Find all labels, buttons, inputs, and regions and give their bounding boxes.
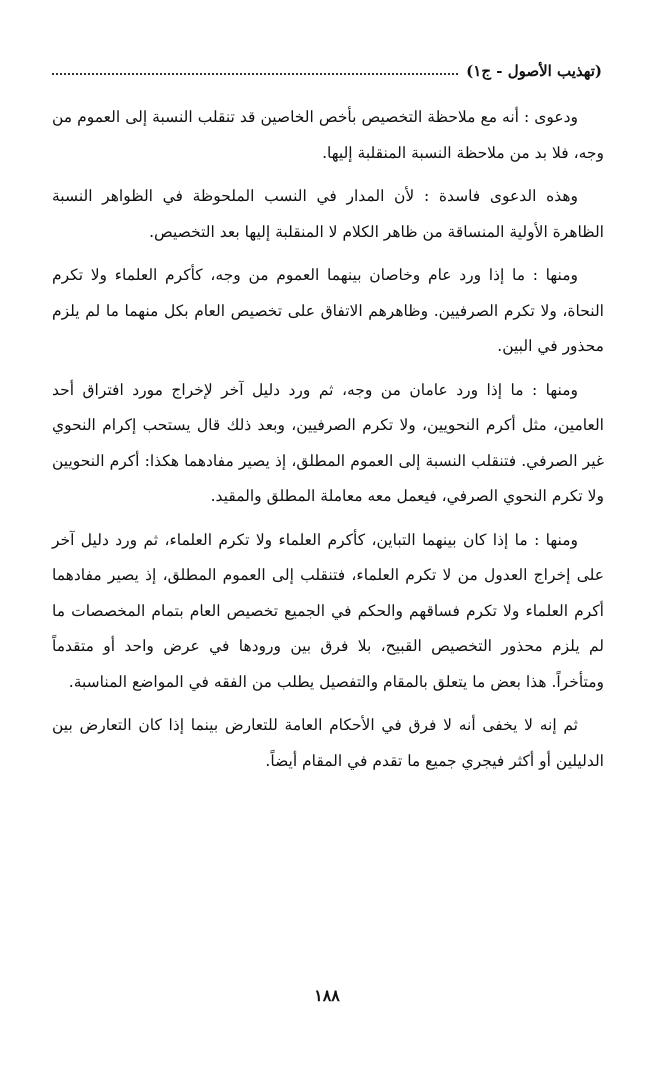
paragraph: ودعوى : أنه مع ملاحظة التخصيص بأخص الخاصين قد تنقلب النسبة إلى العموم من وجه، فلا بد من ملاحظة النسبة المنقلبة إليها. (52, 108, 604, 162)
page-number: ١٨٨ (314, 986, 340, 1005)
paragraph-gap (52, 700, 604, 708)
body-text (52, 100, 604, 779)
paragraph: ثم إنه لا يخفى أنه لا فرق في الأحكام العامة للتعارض بينما إذا كان التعارض بين الدليلين أو أكثر فيجري جميع ما تقدم في المقام أيضاً. (52, 716, 604, 770)
paragraph: ومنها : ما إذا كان بينهما التباين، كأكرم العلماء ولا تكرم العلماء، ثم ورد دليل آخر على إخراج العدول من لا تكرم العلماء، فتنقلب إلى العموم المطلق، إذ يصير مفادهما أكرم العلماء ولا تكرم فساقهم والحكم في الجميع تخصيص العام بتمام المخصصات ما لم يلزم محذور التخصيص القبيح، بلا فرق بين ورودها في عرض واحد أو متقدماً ومتأخراً. هذا بعض ما يتعلق بالمقام والتفصيل يطلب من الفقه في المواضع المناسبة. (52, 530, 604, 691)
paragraph-gap (52, 171, 604, 179)
paragraph: ومنها : ما إذا ورد عام وخاصان بينهما العموم من وجه، كأكرم العلماء ولا تكرم النحاة، ولا تكرم الصرفيين. وظاهرهم الاتفاق على تخصيص العام بكل منهما ما لم يلزم محذور في البين. (52, 266, 604, 355)
paragraph: ومنها : ما إذا ورد عامان من وجه، ثم ورد دليل آخر لإخراج مورد افتراق أحد العامين، مثل أكرم النحويين، ولا تكرم الصرفيين، وبعد ذلك قال يستحب إكرام النحوي غير الصرفي. فتنقلب النسبة إلى العموم المطلق، إذ يصير مفادهما هكذا: أكرم النحويين ولا تكرم النحوي الصرفي، فيعمل معه معاملة المطلق والمقيد. (52, 380, 604, 505)
paragraph-gap (52, 365, 604, 373)
paragraph: وهذه الدعوى فاسدة : لأن المدار في النسب الملحوظة في الظواهر النسبة الظاهرة الأولية المنساقة من ظاهر الكلام لا المنقلبة إليها بعد التخصيص. (52, 187, 604, 241)
running-header (52, 58, 602, 84)
book-title: (تهذيب الأصول - ج١) (466, 62, 602, 80)
paragraph-gap (52, 250, 604, 258)
paragraph-gap (52, 515, 604, 523)
header-dotted-leader (52, 73, 458, 75)
